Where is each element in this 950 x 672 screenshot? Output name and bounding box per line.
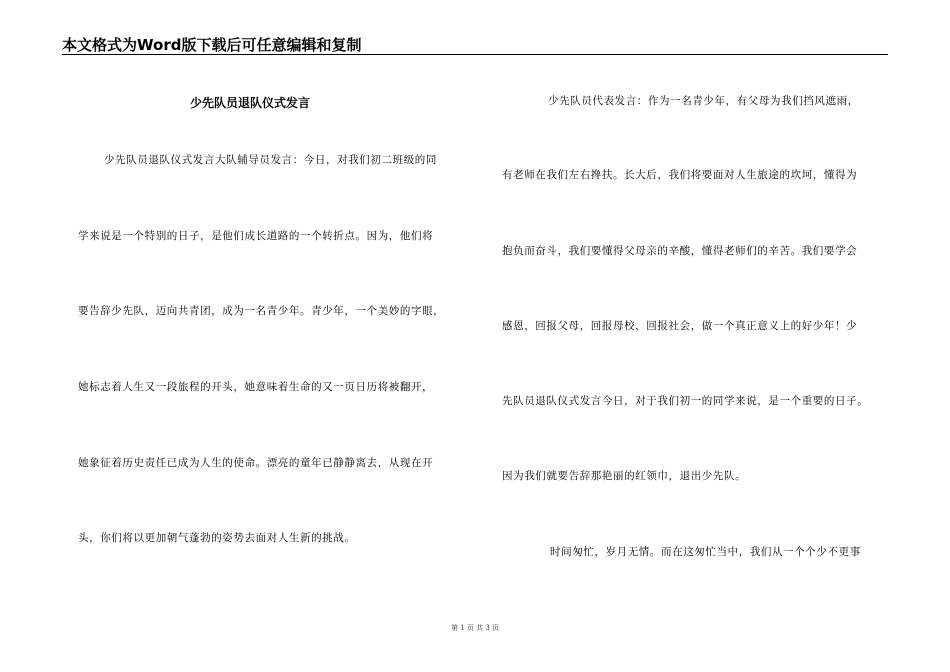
header-rule <box>62 54 888 55</box>
paragraph-line: 她标志着人生又一段旅程的开头，她意味着生命的又一页日历将被翻开， <box>78 381 434 393</box>
page-number-footer: 第 1 页 共 3 页 <box>450 624 500 632</box>
paragraph-line: 感恩，回报父母，回报母校，回报社会，做一个真正意义上的好少年！少 <box>502 320 858 332</box>
paragraph-line: 要告辞少先队，迈向共青团，成为一名青少年。青少年，一个美妙的字眼， <box>78 305 445 317</box>
paragraph-line: 先队员退队仪式发言今日，对于我们初一的同学来说，是一个重要的日子。 <box>502 395 869 407</box>
paragraph-line: 抱负而奋斗，我们要懂得父母亲的辛酸，懂得老师们的辛苦。我们要学会 <box>502 245 858 257</box>
paragraph-line: 她象征着历史责任已成为人生的使命。漂亮的童年已静静离去，从现在开 <box>78 457 434 469</box>
document-header: 本文格式为Word版下载后可任意编辑和复制 <box>62 36 362 54</box>
paragraph-line: 学来说是一个特别的日子，是他们成长道路的一个转折点。因为，他们将 <box>78 230 434 242</box>
paragraph-line: 因为我们就要告辞那艳丽的红领巾，退出少先队。 <box>502 470 747 482</box>
paragraph-line: 少先队员退队仪式发言大队辅导员发言：今日，对我们初二班级的同 <box>104 154 437 166</box>
paragraph-line: 有老师在我们左右搀扶。长大后，我们将要面对人生旅途的坎坷，懂得为 <box>502 169 858 181</box>
paragraph-line: 少先队员代表发言：作为一名青少年，有父母为我们挡风遮雨， <box>548 95 859 107</box>
paragraph-line: 头，你们将以更加朝气蓬勃的姿势去面对人生新的挑战。 <box>78 532 356 544</box>
paragraph-line: 时间匆忙，岁月无情。而在这匆忙当中，我们从一个个少不更事 <box>550 546 861 558</box>
page-title: 少先队员退队仪式发言 <box>190 96 311 110</box>
